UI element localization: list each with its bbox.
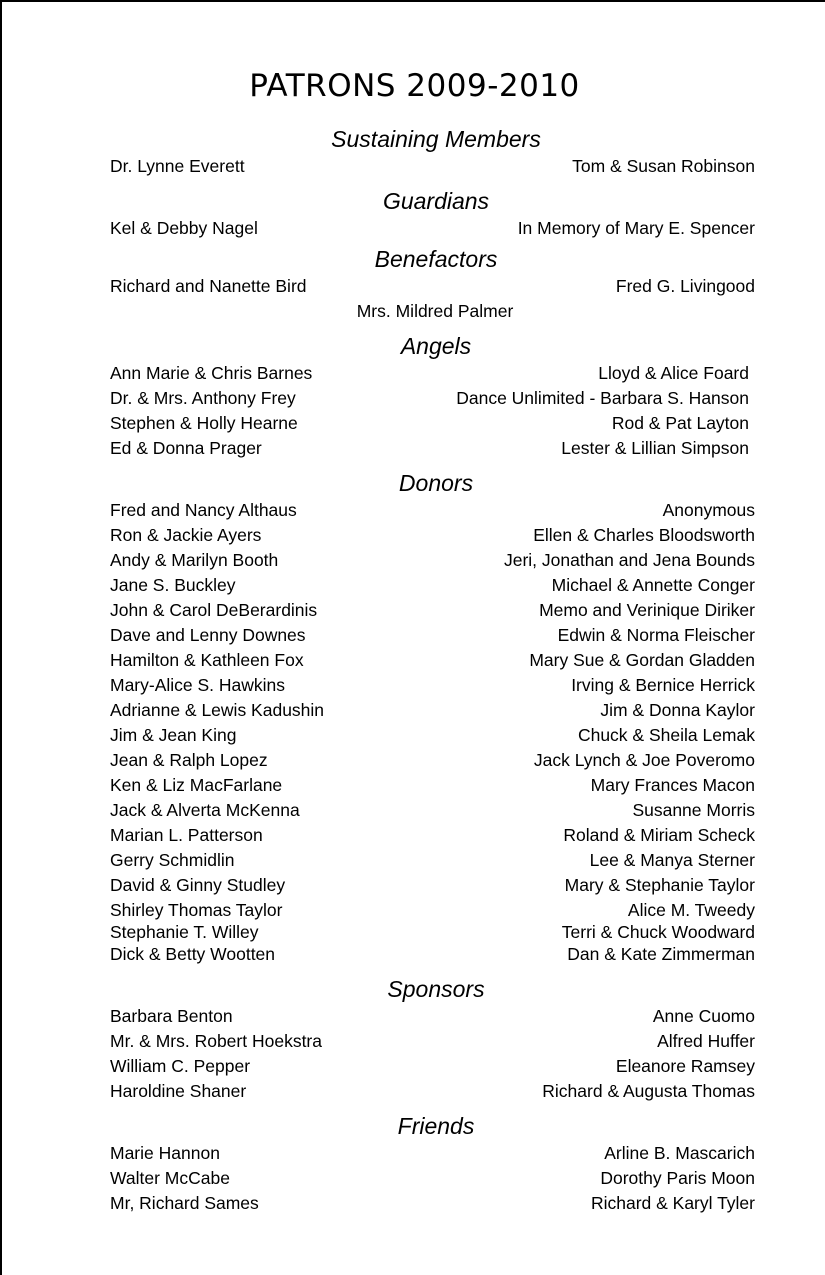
- patron-row: [110, 550, 755, 572]
- page-title: PATRONS 2009-2010: [249, 68, 580, 104]
- patron-row: [110, 276, 755, 298]
- section-heading-sponsors: Sponsors: [387, 976, 485, 1002]
- patron-name: Haroldine Shaner: [110, 1081, 247, 1101]
- patron-name: John & Carol DeBerardinis: [110, 600, 318, 620]
- patron-name: Eleanore Ramsey: [615, 1056, 755, 1076]
- patron-name: Gerry Schmidlin: [110, 850, 235, 870]
- patron-row: [110, 218, 755, 240]
- patron-row: [110, 922, 755, 944]
- patron-name: Richard & Augusta Thomas: [542, 1081, 755, 1101]
- patron-name: Jack Lynch & Joe Poveromo: [533, 750, 755, 770]
- patron-name: Mrs. Mildred Palmer: [356, 301, 514, 321]
- patron-name: Alfred Huffer: [657, 1031, 755, 1051]
- patron-row: [110, 388, 755, 410]
- section-heading-friends: Friends: [397, 1113, 475, 1139]
- patron-name: Rod & Pat Layton: [611, 413, 749, 433]
- patron-name: Dance Unlimited - Barbara S. Hanson: [456, 388, 749, 408]
- patron-name: Fred G. Livingood: [615, 276, 755, 296]
- patron-name: Fred and Nancy Althaus: [110, 500, 297, 520]
- patron-name: Adrianne & Lewis Kadushin: [110, 700, 325, 720]
- patron-name: Tom & Susan Robinson: [572, 156, 755, 176]
- patron-row: [110, 525, 755, 547]
- patron-name: Jeri, Jonathan and Jena Bounds: [503, 550, 755, 570]
- patron-name: Irving & Bernice Herrick: [571, 675, 755, 695]
- patron-name: Hamilton & Kathleen Fox: [110, 650, 304, 670]
- section-heading-benefactors: Benefactors: [374, 246, 498, 272]
- patron-name: Mary Sue & Gordan Gladden: [529, 650, 755, 670]
- patron-row: [110, 1056, 755, 1078]
- patron-name: Stephen & Holly Hearne: [110, 413, 298, 433]
- patron-name: Mary-Alice S. Hawkins: [110, 675, 286, 695]
- patron-name: Dan & Kate Zimmerman: [567, 944, 755, 964]
- patron-name: Jim & Donna Kaylor: [600, 700, 755, 720]
- patron-row: [110, 1168, 755, 1190]
- patron-row: [110, 944, 755, 966]
- patron-name: Memo and Verinique Diriker: [539, 600, 755, 620]
- patron-name: David & Ginny Studley: [110, 875, 286, 895]
- patron-row: [110, 1006, 755, 1028]
- patron-name: Marie Hannon: [110, 1143, 220, 1163]
- patron-name: Walter McCabe: [110, 1168, 230, 1188]
- patron-row: [110, 775, 755, 797]
- patron-row: [110, 825, 755, 847]
- patron-name: Lee & Manya Sterner: [589, 850, 755, 870]
- patron-name: Ken & Liz MacFarlane: [110, 775, 283, 795]
- patron-row: [110, 413, 755, 435]
- patron-name: Kel & Debby Nagel: [110, 218, 258, 238]
- patron-name: Mary & Stephanie Taylor: [564, 875, 755, 895]
- patron-name: Arline B. Mascarich: [604, 1143, 755, 1163]
- patron-name: Jane S. Buckley: [110, 575, 236, 595]
- patron-name: Susanne Morris: [632, 800, 755, 820]
- patron-name: Shirley Thomas Taylor: [110, 900, 283, 920]
- patron-name: In Memory of Mary E. Spencer: [517, 218, 755, 238]
- patron-name: Anne Cuomo: [652, 1006, 755, 1026]
- patron-name: Dr. & Mrs. Anthony Frey: [110, 388, 296, 408]
- patron-row: [110, 1031, 755, 1053]
- patron-row: [110, 575, 755, 597]
- patron-row: [110, 875, 755, 897]
- patron-row: [110, 156, 755, 178]
- section-heading-guardians: Guardians: [382, 188, 490, 214]
- patron-name: Dorothy Paris Moon: [600, 1168, 755, 1188]
- patron-name: Richard & Karyl Tyler: [590, 1193, 755, 1213]
- patron-row: [110, 700, 755, 722]
- patron-name: Ed & Donna Prager: [110, 438, 262, 458]
- patron-name: Stephanie T. Willey: [110, 922, 259, 942]
- patron-name: Chuck & Sheila Lemak: [577, 725, 755, 745]
- patron-row: [110, 625, 755, 647]
- patron-name: Marian L. Patterson: [110, 825, 263, 845]
- patron-row: [110, 1081, 755, 1103]
- patron-name: Mr, Richard Sames: [110, 1193, 259, 1213]
- patron-row: [110, 363, 755, 385]
- patron-name: Lloyd & Alice Foard: [598, 363, 749, 383]
- patron-row: [110, 800, 755, 822]
- section-heading-sustaining-members: Sustaining Members: [331, 126, 541, 152]
- patron-name: Richard and Nanette Bird: [110, 276, 307, 296]
- patron-row: [110, 725, 755, 747]
- patron-name: Dave and Lenny Downes: [110, 625, 306, 645]
- section-heading-angels: Angels: [400, 333, 472, 359]
- patron-row: [110, 850, 755, 872]
- patron-row: [110, 650, 755, 672]
- patron-row: [110, 500, 755, 522]
- patron-row: [110, 1193, 755, 1215]
- patron-name: Jim & Jean King: [110, 725, 237, 745]
- patron-name: Ron & Jackie Ayers: [110, 525, 262, 545]
- patron-row: [110, 301, 755, 323]
- patron-name: Michael & Annette Conger: [551, 575, 755, 595]
- patron-name: Dr. Lynne Everett: [110, 156, 245, 176]
- patron-row: [110, 750, 755, 772]
- patron-name: Ellen & Charles Bloodsworth: [533, 525, 755, 545]
- patron-row: [110, 600, 755, 622]
- patron-name: Jean & Ralph Lopez: [110, 750, 268, 770]
- patron-name: Dick & Betty Wootten: [110, 944, 276, 964]
- patron-row: [110, 1143, 755, 1165]
- patron-name: William C. Pepper: [110, 1056, 251, 1076]
- patron-name: Andy & Marilyn Booth: [110, 550, 279, 570]
- patron-name: Alice M. Tweedy: [627, 900, 755, 920]
- patron-name: Anonymous: [662, 500, 755, 520]
- patron-row: [110, 900, 755, 922]
- patron-row: [110, 675, 755, 697]
- patron-name: Edwin & Norma Fleischer: [557, 625, 755, 645]
- patron-name: Terri & Chuck Woodward: [561, 922, 755, 942]
- patron-name: Ann Marie & Chris Barnes: [110, 363, 313, 383]
- patron-row: [110, 438, 755, 460]
- patron-name: Lester & Lillian Simpson: [561, 438, 749, 458]
- section-heading-donors: Donors: [398, 470, 474, 496]
- patron-name: Roland & Miriam Scheck: [563, 825, 755, 845]
- patron-name: Mr. & Mrs. Robert Hoekstra: [110, 1031, 322, 1051]
- patron-name: Barbara Benton: [110, 1006, 233, 1026]
- patron-name: Mary Frances Macon: [590, 775, 755, 795]
- patron-name: Jack & Alverta McKenna: [110, 800, 300, 820]
